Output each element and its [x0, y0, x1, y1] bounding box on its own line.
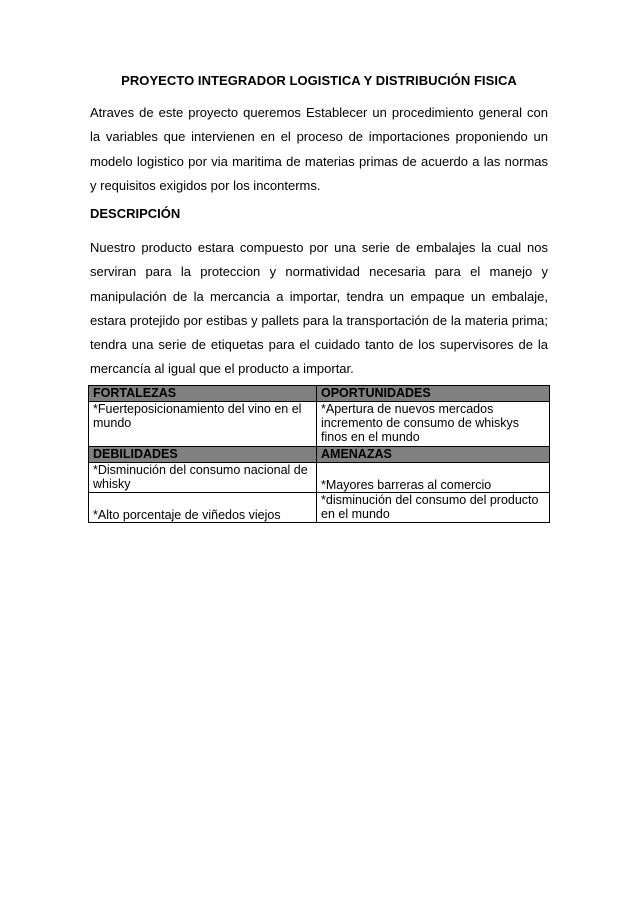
debilidades-header: DEBILIDADES	[89, 447, 317, 463]
debilidad-cell-1	[89, 463, 317, 493]
oportunidad-item: *Apertura de nuevos mercados incremento de consumo de whiskys finos en el mundo	[321, 402, 520, 444]
oportunidades-header: OPORTUNIDADES	[317, 386, 550, 402]
description-paragraph: Nuestro producto estara compuesto por una serie de embalajes la cual nos serviran para la proteccion y normatividad necesaria para el manejo y manipulación de la mercancia a importar, tendra un empaque un embalaje, estara protejido por estibas y pallets para la transportación de la materia prima; tendra una serie de etiquetas para el cuidado tanto de los supervisores de la mercancía al igual que el producto a importar.	[90, 240, 548, 377]
debilidad-item: *Alto porcentaje de viñedos viejos	[93, 508, 281, 522]
amenaza-cell-1	[317, 463, 550, 493]
description-heading: DESCRIPCIÓN	[90, 206, 181, 221]
debilidad-cell-2	[89, 493, 317, 523]
swot-row-1	[89, 402, 550, 447]
swot-row-2	[89, 463, 550, 493]
swot-header-row-2	[89, 447, 550, 463]
amenaza-item: *Mayores barreras al comercio	[321, 478, 492, 492]
amenazas-header: AMENAZAS	[317, 447, 550, 463]
amenaza-cell-2	[317, 493, 550, 523]
amenaza-item: *disminución del consumo del producto en el mundo	[321, 493, 539, 521]
oportunidades-cell	[317, 402, 550, 447]
document-title: PROYECTO INTEGRADOR LOGISTICA Y DISTRIBUCIÓN FISICA	[121, 73, 517, 88]
debilidad-item: *Disminución del consumo nacional de whisky	[93, 463, 308, 491]
swot-row-3	[89, 493, 550, 523]
fortalezas-cell	[89, 402, 317, 447]
fortaleza-item: *Fuerteposicionamiento del vino en el mundo	[93, 402, 302, 430]
fortalezas-header: FORTALEZAS	[89, 386, 317, 402]
swot-table	[88, 385, 550, 523]
swot-header-row-1	[89, 386, 550, 402]
intro-paragraph: Atraves de este proyecto queremos Establecer un procedimiento general con la variables que intervienen en el proceso de importaciones proponiendo un modelo logistico por via maritima de materias primas de acuerdo a las normas y requisitos exigidos por los inconterms.	[90, 105, 548, 193]
